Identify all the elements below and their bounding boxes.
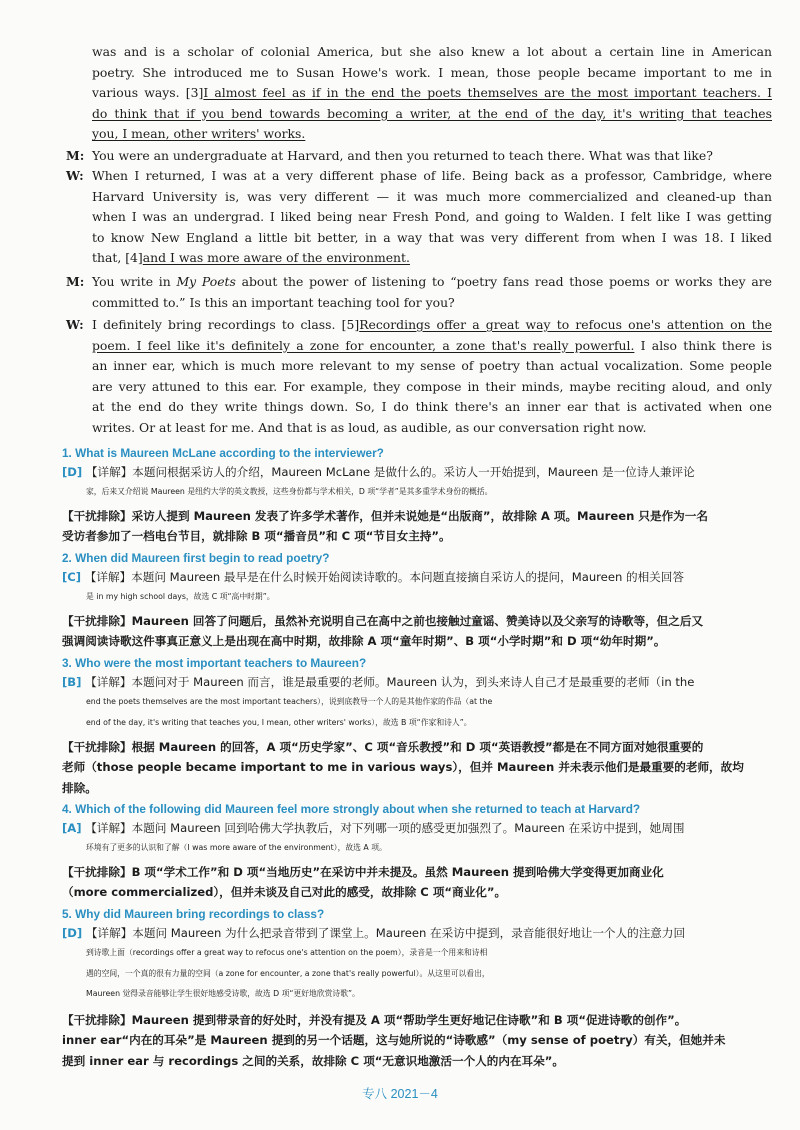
text-line: poetry. She introduced me to Susan Howe's work. I mean, those people became important to me in xyxy=(92,64,772,80)
answer-2: [C] 【详解】本题问 Maureen 最早是在什么时候开始阅读诗歌的。本问题直接摘自采访人的提问，Maureen 的相关回答 是 in my high school days，故选 C 项“高中时期”。 xyxy=(62,570,684,602)
question-4: 4. Which of the following did Maureen feel more strongly about when she returned to teach at Harvard? xyxy=(62,802,641,816)
distractor-2: 【干扰排除】Maureen 回答了问题后，虽然补充说明自己在高中之前也接触过童谣、赞美诗以及父亲写的诗歌等，但之后又 强调阅读诗歌这件事真正意义上是出现在高中时期，故排除 A 项“童年时期”、B 项“小学时期”和 D 项“幼年时期”。 xyxy=(62,614,704,649)
underlined-answer-4: and I was more aware of the environment. xyxy=(142,250,410,266)
speaker-label: W: xyxy=(66,168,84,183)
underlined-answer-3: I almost feel as if in the end the poets themselves are the most important teachers. I xyxy=(203,85,772,101)
transcript-intro xyxy=(92,42,772,145)
distractor-4: 【干扰排除】B 项“学术工作”和 D 项“当地历史”在采访中并未提及。虽然 Maureen 提到哈佛大学变得更加商业化 （more commercialized），但并未谈及自己对此的感受，故排除 C 项“商业化”。 xyxy=(62,865,664,900)
distractor-1: 【干扰排除】采访人提到 Maureen 发表了许多学术著作，但并未说她是“出版商”，故排除 A 项。Maureen 只是作为一名 受访者参加了一档电台节目，就排除 B 项“播音员”和 C 项“节目女主持”。 xyxy=(62,509,708,544)
m2-utterance: You write in My Poets about the power of listening to “poetry fans read those poems or works they are committed to.” Is this an important teaching tool for you? xyxy=(92,274,773,310)
speaker-label: W: xyxy=(66,317,84,332)
question-3: 3. Who were the most important teachers to Maureen? xyxy=(62,656,367,670)
speaker-label: M: xyxy=(66,148,85,163)
distractor-5: 【干扰排除】Maureen 提到带录音的好处时，并没有提及 A 项“帮助学生更好地记住诗歌”和 B 项“促进诗歌的创作”。 inner ear“内在的耳朵”是 Maureen 提到的另一个话题，这与她所说的“诗歌感”（my sense of poetry）有关，但她并未 提到 inner ear 与 recordings 之间的关系，故排除 C 项“无意识地激活一个人的内在耳朵”。 xyxy=(62,1013,726,1068)
w2-utterance: I definitely bring recordings to class. [5]Recordings offer a great way to refocus one's attention on the poem. I feel like it's definitely a zone for encounter, a zone that's really powerful. I also think there is an inner ear, which is much more relevant to my sense of poetry than actual vocalization. Some people are very attuned to this ear. For example, they compose in their minds, maybe reciting aloud, and only at the end do they write things down. So, I do think there's an inner ear that is activated when one writes. Or at least for me. And that is as loud, as audible, as our conversation right now. xyxy=(92,317,772,435)
answer-5: [D] 【详解】本题问 Maureen 为什么把录音带到了课堂上。Maureen 在采访中提到，录音能很好地让一个人的注意力回 到诗歌上面（recordings offer a great way to refocus one's attention on the poem），录音是一个用来和诗相 遇的空间，一个真的很有力量的空间（a zone for encounter, a zone that's really powerful）。从这里可以看出， Maureen 觉得录音能够让学生很好地感受诗歌，故选 D 项“更好地欣赏诗歌”。 xyxy=(62,926,686,999)
question-2: 2. When did Maureen first begin to read poetry? xyxy=(62,551,330,565)
text-line: was and is a scholar of colonial America, but she also knew a lot about a certain line in American xyxy=(92,44,772,59)
answer-4: [A] 【详解】本题问 Maureen 回到哈佛大学执教后，对下列哪一项的感受更加强烈了。Maureen 在采访中提到，她周围 环境有了更多的认识和了解（I was more aware of the environment），故选 A 项。 xyxy=(62,821,685,853)
distractor-3: 【干扰排除】根据 Maureen 的回答，A 项“历史学家”、C 项“音乐教授”和 D 项“英语教授”都是在不同方面对她很重要的 老师（those people became important to me in various ways），但并 Maureen 并未表示他们是最重要的老师，故均 排除。 xyxy=(62,740,744,795)
answer-letter: [D] xyxy=(62,465,83,479)
answer-1: [D] 【详解】本题问根据采访人的介绍，Maureen McLane 是做什么的。采访人一开始提到，Maureen 是一位诗人兼评论 家，后来又介绍说 Maureen 是纽约大学的英文教授，这些身份都与学术相关，D 项“学者”是其多重学术身份的概括。 xyxy=(62,465,695,497)
question-1: 1. What is Maureen McLane according to the interviewer? xyxy=(62,446,384,460)
answer-3: [B] 【详解】本题问对于 Maureen 而言，谁是最重要的老师。Maureen 认为，到头来诗人自己才是最重要的老师（in the end the poets themselves are the most important teachers），说到底教导一个人的是其他作家的作品（at the end of the day, it's writing that teaches you, I mean, other writers' works），故选 B 项“作家和诗人”。 xyxy=(62,675,695,727)
text-line: various ways. [3]I almost feel as if in the end the poets themselves are the most important teachers. I xyxy=(92,85,772,101)
underlined-answer-5: Recordings offer a great way to refocus one's attention on the xyxy=(359,317,772,332)
w1-utterance: When I returned, I was at a very different phase of life. Being back as a professor, Cambridge, where Harvard University is, was very different — it was much more commercialized and cleaned-up than when I was an undergrad. I liked being near Fresh Pond, and going to Walden. I felt like I was getting to know New England a little bit better, in a way that was very different from when I was 18. I liked that, [4]and I was more aware of the environment. xyxy=(92,168,772,266)
question-5: 5. Why did Maureen bring recordings to class? xyxy=(62,907,325,921)
text-line: do think that if you bend towards becoming a writer, at the end of the day, it's writing that teaches xyxy=(92,105,772,121)
speaker-label: M: xyxy=(66,274,85,289)
m1-utterance: You were an undergraduate at Harvard, and then you returned to teach there. What was that like? xyxy=(92,148,713,163)
page-footer: 专八 2021－4 xyxy=(362,1087,438,1101)
text-line: you, I mean, other writers' works. xyxy=(92,126,306,142)
